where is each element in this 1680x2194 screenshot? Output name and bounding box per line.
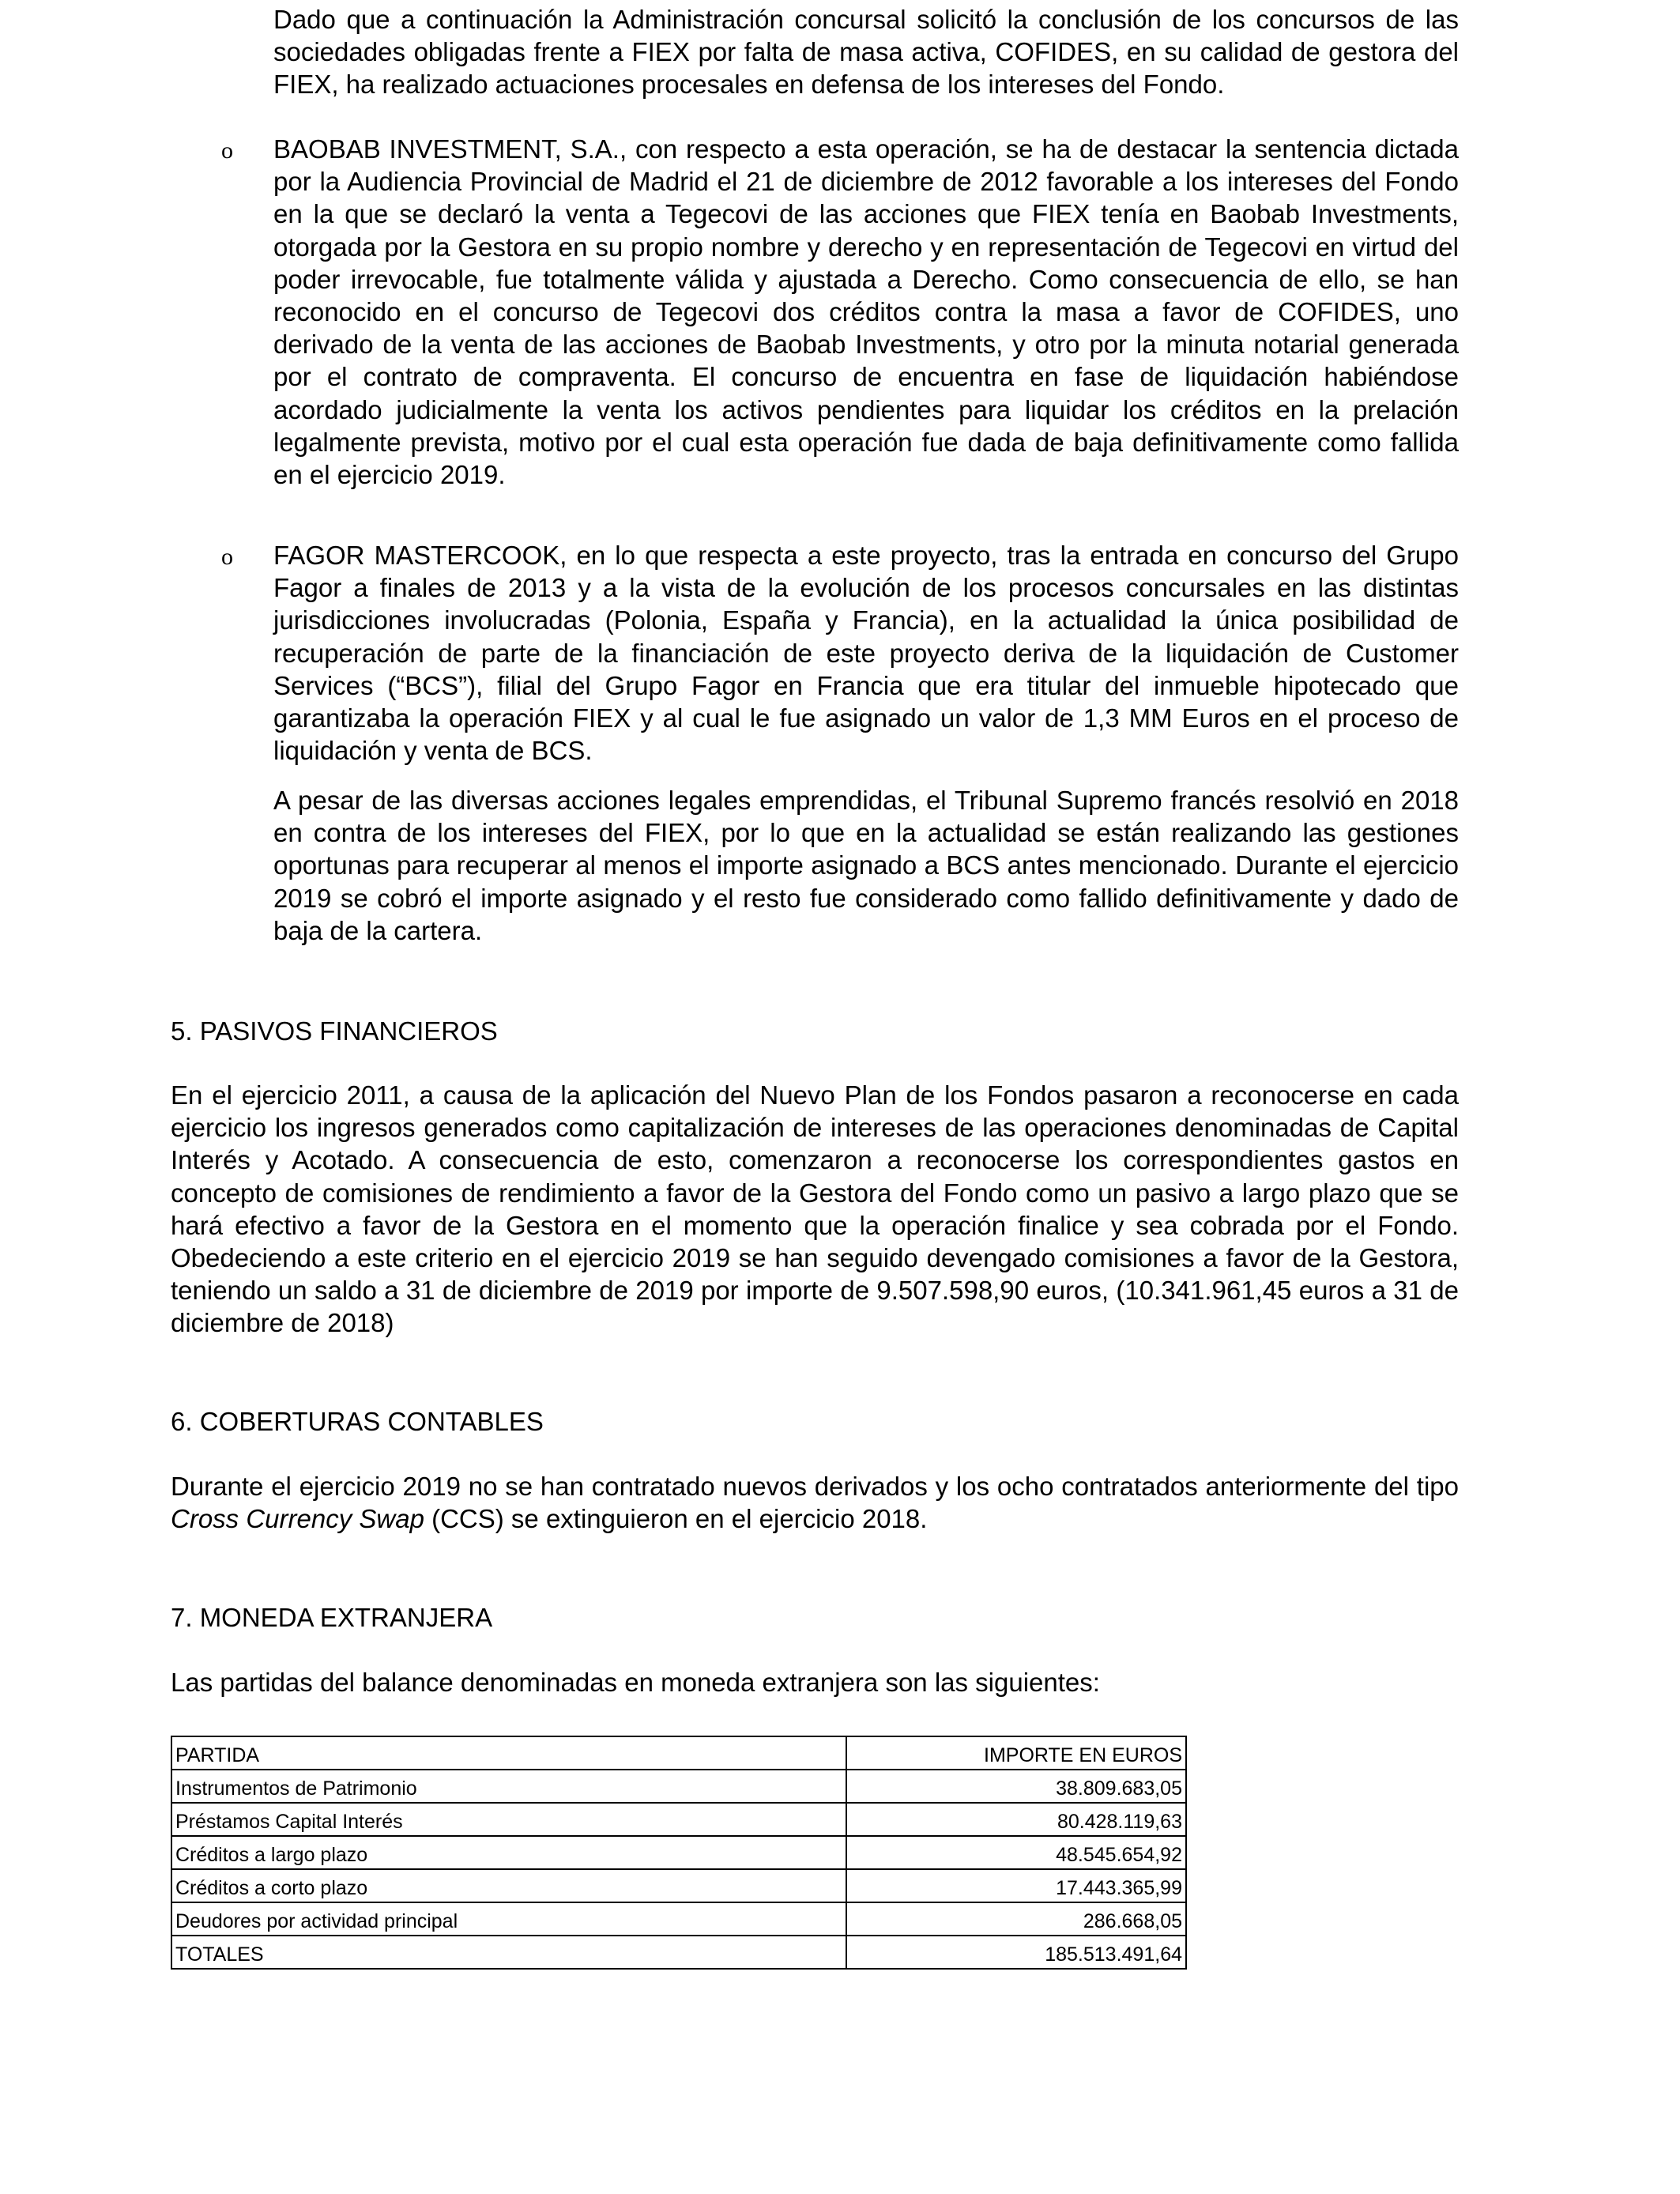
paragraph-conclusion-concursos: Dado que a continuación la Administración concursal solicitó la conclusión de los concursos de las sociedades obligadas frente a FIEX por falta de masa activa, COFIDES, en su calidad de gestora del FIEX, ha realizado actuaciones procesales en defensa de los intereses del Fondo. — [273, 5, 1459, 100]
paragraph-coberturas-contables — [171, 1470, 1459, 1535]
paragraph-fagor-mastercook: FAGOR MASTERCOOK, en lo que respecta a este proyecto, tras la entrada en concurso del Grupo Fagor a finales de 2013 y a la vista de la evolución de los procesos concursales en las distintas jurisdicciones involucradas (Polonia, España y Francia), en la actualidad la única posibilidad de recuperación de parte de la financiación de este proyecto deriva de la liquidación de Customer Services (“BCS”), filial del Grupo Fagor en Francia que era titular del inmueble hipotecado que garantizaba la operación FIEX y al cual le fue asignado un valor de 1,3 MM Euros en el proceso de liquidación y venta de BCS. — [273, 541, 1459, 766]
paragraph-text: Durante el ejercicio 2019 no se han contratado nuevos derivados y los ocho contratados anteriormente del tipo — [171, 1472, 1459, 1501]
table-cell-importe: 185.513.491,64 — [846, 1936, 1186, 1969]
bullet-marker: o — [221, 138, 233, 164]
table-row — [171, 1869, 1186, 1902]
column-header-partida: PARTIDA — [171, 1736, 846, 1770]
column-header-importe: IMPORTE EN EUROS — [846, 1736, 1186, 1770]
table-cell-importe: 38.809.683,05 — [846, 1770, 1186, 1803]
table-cell-partida: Préstamos Capital Interés — [171, 1803, 846, 1836]
table-row — [171, 1770, 1186, 1803]
paragraph-baobab-investment: BAOBAB INVESTMENT, S.A., con respecto a esta operación, se ha de destacar la sentencia dictada por la Audiencia Provincial de Madrid el 21 de diciembre de 2012 favorable a los intereses del Fondo en la que se declaró la venta a Tegecovi de las acciones que FIEX tenía en Baobab Investments, otorgada por la Gestora en su propio nombre y derecho y en representación de Tegecovi en virtud del poder irrevocable, fue totalmente válida y ajustada a Derecho. Como consecuencia de ello, se han reconocido en el concurso de Tegecovi dos créditos contra la masa a favor de COFIDES, uno derivado de la venta de las acciones de Baobab Investments, y otro por la minuta notarial generada por el contrato de compraventa. El concurso de encuentra en fase de liquidación habiéndose acordado judicialmente la venta los activos pendientes para liquidar los créditos en la prelación legalmente prevista, motivo por el cual esta operación fue dada de baja definitivamente como fallida en el ejercicio 2019. — [273, 134, 1459, 490]
paragraph-pasivos-financieros: En el ejercicio 2011, a causa de la aplicación del Nuevo Plan de los Fondos pasaron a reconocerse en cada ejercicio los ingresos generados como capitalización de intereses de las operaciones denominadas de Capital Interés y Acotado. A consecuencia de esto, comenzaron a reconocerse los correspondientes gastos en concepto de comisiones de rendimiento a favor de la Gestora del Fondo como un pasivo a largo plazo que se hará efectivo a favor de la Gestora en el momento que la operación finalice y sea cobrada por el Fondo. Obedeciendo a este criterio en el ejercicio 2019 se han seguido devengado comisiones a favor de la Gestora, teniendo un saldo a 31 de diciembre de 2019 por importe de 9.507.598,90 euros, (10.341.961,45 euros a 31 de diciembre de 2018) — [171, 1080, 1459, 1338]
section-heading-coberturas-contables: 6. COBERTURAS CONTABLES — [171, 1407, 544, 1436]
section-heading-pasivos-financieros: 5. PASIVOS FINANCIEROS — [171, 1016, 498, 1046]
table-cell-importe: 48.545.654,92 — [846, 1836, 1186, 1869]
table-cell-partida: Créditos a corto plazo — [171, 1869, 846, 1902]
table-cell-partida: TOTALES — [171, 1936, 846, 1969]
table-cell-partida: Deudores por actividad principal — [171, 1902, 846, 1936]
table-row — [171, 1803, 1186, 1836]
table-row — [171, 1902, 1186, 1936]
table-cell-importe: 17.443.365,99 — [846, 1869, 1186, 1902]
italic-term: Cross Currency Swap — [171, 1504, 424, 1534]
paragraph-text: (CCS) se extinguieron en el ejercicio 2018. — [424, 1504, 928, 1534]
table-header-row — [171, 1736, 1186, 1770]
table-cell-importe: 286.668,05 — [846, 1902, 1186, 1936]
foreign-currency-table — [171, 1736, 1187, 1970]
table-cell-partida: Instrumentos de Patrimonio — [171, 1770, 846, 1803]
paragraph-moneda-extranjera-intro: Las partidas del balance denominadas en moneda extranjera son las siguientes: — [171, 1668, 1100, 1697]
table-cell-partida: Créditos a largo plazo — [171, 1836, 846, 1869]
section-heading-moneda-extranjera: 7. MONEDA EXTRANJERA — [171, 1603, 493, 1632]
paragraph-tribunal-supremo: A pesar de las diversas acciones legales emprendidas, el Tribunal Supremo francés resolvió en 2018 en contra de los intereses del FIEX, por lo que en la actualidad se están realizando las gestiones oportunas para recuperar al menos el importe asignado a BCS antes mencionado. Durante el ejercicio 2019 se cobró el importe asignado y el resto fue considerado como fallido definitivamente y dado de baja de la cartera. — [273, 786, 1459, 945]
bullet-marker: o — [221, 544, 233, 570]
table-cell-importe: 80.428.119,63 — [846, 1803, 1186, 1836]
table-total-row — [171, 1936, 1186, 1969]
table-row — [171, 1836, 1186, 1869]
